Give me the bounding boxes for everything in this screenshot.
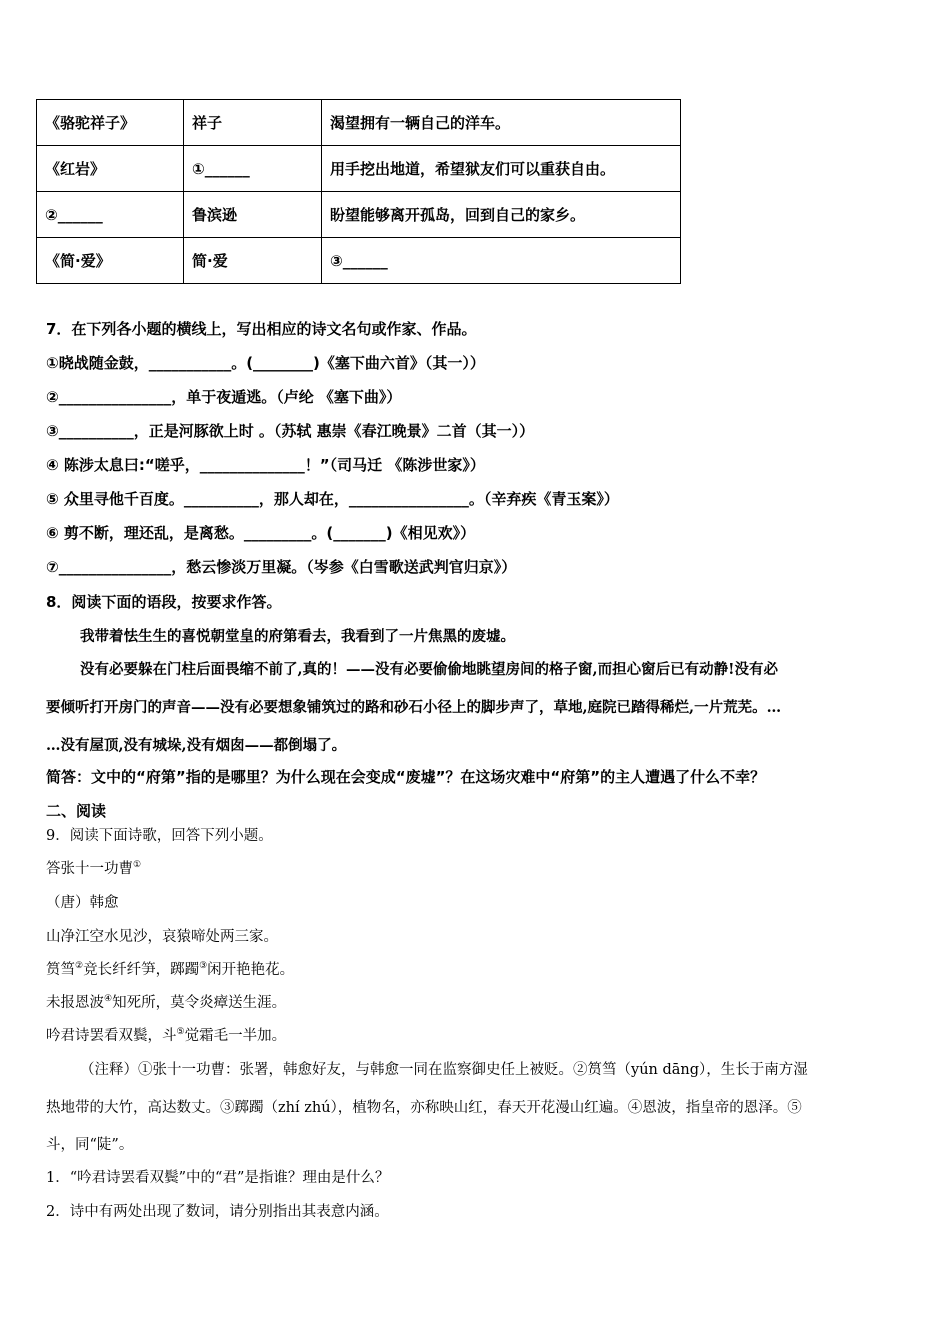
question-7-item: ⑥ 剪不断，理还乱，是离愁。_________。(_______)《相见欢》）: [46, 524, 476, 542]
annotation: 热地带的大竹，高达数丈。③踯躅（zhí zhú），植物名，亦称映山红，春天开花漫山红遍。④恩波，指皇帝的恩泽。⑤: [46, 1100, 802, 1116]
table-cell-work: 《简·爱》: [37, 238, 184, 284]
table-cell-character: 简·爱: [184, 238, 322, 284]
footnote-marker: ①: [133, 860, 142, 871]
footnote-marker: ④: [104, 994, 113, 1005]
table-row: [37, 238, 681, 284]
poem-line: [46, 991, 286, 1012]
poem-text: 觉霜毛一半加。: [184, 1028, 287, 1044]
poem-text: 知死所，莫令炎瘴送生涯。: [112, 995, 287, 1011]
question-7-item: ④ 陈涉太息曰:“嗟乎，______________！”（司马迁 《陈涉世家》）: [46, 456, 485, 474]
table-cell-work: 《红岩》: [37, 146, 184, 192]
passage-paragraph: 没有必要躲在门柱后面畏缩不前了,真的！——没有必要偷偷地眺望房间的格子窗,而担心窗后已有动静!没有必: [80, 661, 778, 678]
question-7-item: ②_______________，单于夜遁逃。（卢纶 《塞下曲》）: [46, 388, 402, 406]
question-9-title: 9．阅读下面诗歌，回答下列小题。: [46, 828, 273, 844]
table-row: [37, 146, 681, 192]
table-row: [37, 192, 681, 238]
poem-text: 竞长纤纤笋，踯躅: [83, 962, 200, 978]
footnote-marker: ⑤: [176, 1027, 185, 1038]
table-cell-desire: 用手挖出地道，希望狱友们可以重获自由。: [322, 146, 681, 192]
annotation: 斗，同“陡”。: [46, 1137, 134, 1153]
table-cell-work: 《骆驼祥子》: [37, 100, 184, 146]
question-7-title: 7．在下列各小题的横线上，写出相应的诗文名句或作家、作品。: [46, 320, 477, 338]
poem-title-text: 答张十一功曹: [46, 861, 133, 877]
poem-line: [46, 1024, 286, 1045]
question-7-item: ⑤ 众里寻他千百度。__________，那人却在，________________。（辛弃疾《青玉案》）: [46, 490, 619, 508]
annotation: （注释）①张十一功曹：张署，韩愈好友，与韩愈一同在监察御史任上被贬。②筼筜（yún dāng），生长于南方湿: [80, 1062, 808, 1078]
poem-text: 吟君诗罢看双鬓，斗: [46, 1028, 177, 1044]
table-cell-desire: 渴望拥有一辆自己的洋车。: [322, 100, 681, 146]
table-cell-desire-blank[interactable]: ③______: [322, 238, 681, 284]
table-row: [37, 100, 681, 146]
footnote-marker: ②: [75, 961, 84, 972]
question-7-item: ③__________，正是河豚欲上时 。（苏轼 惠崇《春江晚景》二首（其一））: [46, 422, 535, 440]
poem-text: 未报恩波: [46, 995, 104, 1011]
sub-question: 2．诗中有两处出现了数词，请分别指出其表意内涵。: [46, 1204, 389, 1220]
poem-title: [46, 857, 141, 878]
question-8-prompt: 简答：文中的“府第”指的是哪里？为什么现在会变成“废墟”？在这场灾难中“府第”的主人遭遇了什么不幸？: [46, 768, 766, 786]
poem-author: （唐）韩愈: [46, 895, 119, 911]
footnote-marker: ③: [199, 961, 208, 972]
poem-line: 山净江空水见沙，哀猿啼处两三家。: [46, 929, 278, 945]
poem-line: [46, 958, 294, 979]
poem-text: 筼筜: [46, 962, 75, 978]
passage-paragraph: 我带着怯生生的喜悦朝堂皇的府第看去，我看到了一片焦黑的废墟。: [80, 628, 515, 645]
table-cell-desire: 盼望能够离开孤岛，回到自己的家乡。: [322, 192, 681, 238]
table-cell-work-blank[interactable]: ②______: [37, 192, 184, 238]
passage-paragraph: 要倾听打开房门的声音——没有必要想象铺筑过的路和砂石小径上的脚步声了，草地,庭院已踏得稀烂,一片荒芜。…: [46, 699, 782, 716]
table-cell-character: 祥子: [184, 100, 322, 146]
poem-text: 闲开艳艳花。: [207, 962, 295, 978]
question-7-item: ①晓战随金鼓，___________。(________)《塞下曲六首》（其一））: [46, 354, 485, 372]
table-cell-character-blank[interactable]: ①______: [184, 146, 322, 192]
reading-table: [36, 99, 681, 284]
table-cell-character: 鲁滨逊: [184, 192, 322, 238]
sub-question: 1．“吟君诗罢看双鬓”中的“君”是指谁？理由是什么？: [46, 1170, 390, 1186]
passage-paragraph: …没有屋顶,没有城垛,没有烟囱——都倒塌了。: [46, 737, 347, 754]
question-8-title: 8．阅读下面的语段，按要求作答。: [46, 593, 282, 611]
question-7-item: ⑦_______________，愁云惨淡万里凝。（岑参《白雪歌送武判官归京》）: [46, 558, 517, 576]
section-heading: 二、阅读: [46, 802, 107, 820]
